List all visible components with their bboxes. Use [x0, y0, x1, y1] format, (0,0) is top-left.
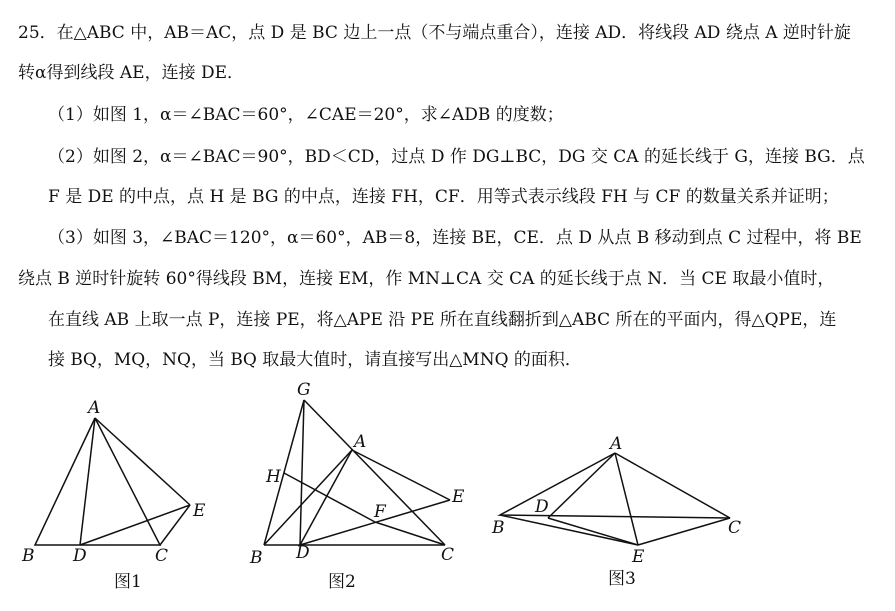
fig3-label-e: E — [632, 547, 645, 567]
problem-line-5: F 是 DE 的中点，点 H 是 BG 的中点，连接 FH，CF．用等式表示线段 FH 与 CF 的数量关系并证明； — [48, 187, 839, 207]
problem-line-2: 转α得到线段 AE，连接 DE． — [18, 63, 245, 83]
fig2-label-b: B — [250, 548, 263, 568]
problem-line-1: 25．在△ABC 中，AB＝AC，点 D 是 BC 边上一点（不与端点重合），连接 AD．将线段 AD 绕点 A 逆时针旋 — [18, 23, 851, 43]
fig3-segment-ae — [615, 453, 638, 545]
problem-line-3: （1）如图 1，α＝∠BAC＝60°，∠CAE＝20°，求∠ADB 的度数； — [48, 105, 564, 125]
fig3-label-d: D — [535, 497, 549, 517]
fig2-label-g: G — [297, 380, 311, 400]
fig3-segment-ad — [548, 453, 615, 518]
fig3-segment-de — [548, 518, 638, 545]
fig3-caption: 图3 — [608, 569, 636, 589]
fig2-segment-gd — [300, 400, 304, 545]
fig2-label-d: D — [296, 543, 310, 563]
fig1-caption: 图1 — [114, 572, 142, 592]
fig3-label-a: A — [610, 434, 623, 454]
fig3-label-b: B — [492, 518, 505, 538]
figure-1-lines — [35, 418, 190, 545]
fig1-label-a: A — [88, 398, 101, 418]
fig2-segment-hf — [284, 473, 375, 522]
fig3-segment-be — [500, 515, 638, 545]
fig2-label-c: C — [441, 545, 455, 565]
fig2-label-f: F — [374, 502, 386, 522]
problem-line-7: 绕点 B 逆时针旋转 60°得线段 BM，连接 EM，作 MN⊥CA 交 CA 的延长线于点 N．当 CE 取最小值时， — [18, 269, 835, 289]
fig2-segment-ae — [352, 450, 450, 500]
fig3-label-c: C — [728, 518, 742, 538]
fig1-triangle-abc — [35, 418, 160, 545]
fig2-label-a: A — [354, 432, 367, 452]
fig1-segment-ae — [95, 418, 190, 505]
fig1-label-e: E — [193, 501, 206, 521]
fig1-label-c: C — [155, 546, 169, 566]
problem-line-6: （3）如图 3，∠BAC＝120°，α＝60°，AB＝8，连接 BE，CE．点 D 从点 B 移动到点 C 过程中，将 BE — [48, 228, 862, 248]
fig3-segment-ce — [638, 518, 730, 545]
fig1-label-d: D — [73, 546, 87, 566]
fig1-segment-ad — [80, 418, 95, 545]
problem-line-8: 在直线 AB 上取一点 P，连接 PE，将△APE 沿 PE 所在直线翻折到△ABC 所在的平面内，得△QPE，连 — [48, 310, 837, 330]
fig1-segment-de — [80, 505, 190, 545]
figure-2-lines — [264, 400, 450, 545]
fig2-caption: 图2 — [328, 572, 356, 592]
problem-line-4: （2）如图 2，α＝∠BAC＝90°，BD＜CD，过点 D 作 DG⊥BC，DG 交 CA 的延长线于 G，连接 BG．点 — [48, 147, 865, 167]
problem-line-9: 接 BQ，MQ，NQ，当 BQ 取最大值时，请直接写出△MNQ 的面积． — [48, 350, 582, 370]
fig1-label-b: B — [22, 546, 35, 566]
fig2-label-e: E — [452, 487, 465, 507]
fig2-label-h: H — [266, 467, 281, 487]
